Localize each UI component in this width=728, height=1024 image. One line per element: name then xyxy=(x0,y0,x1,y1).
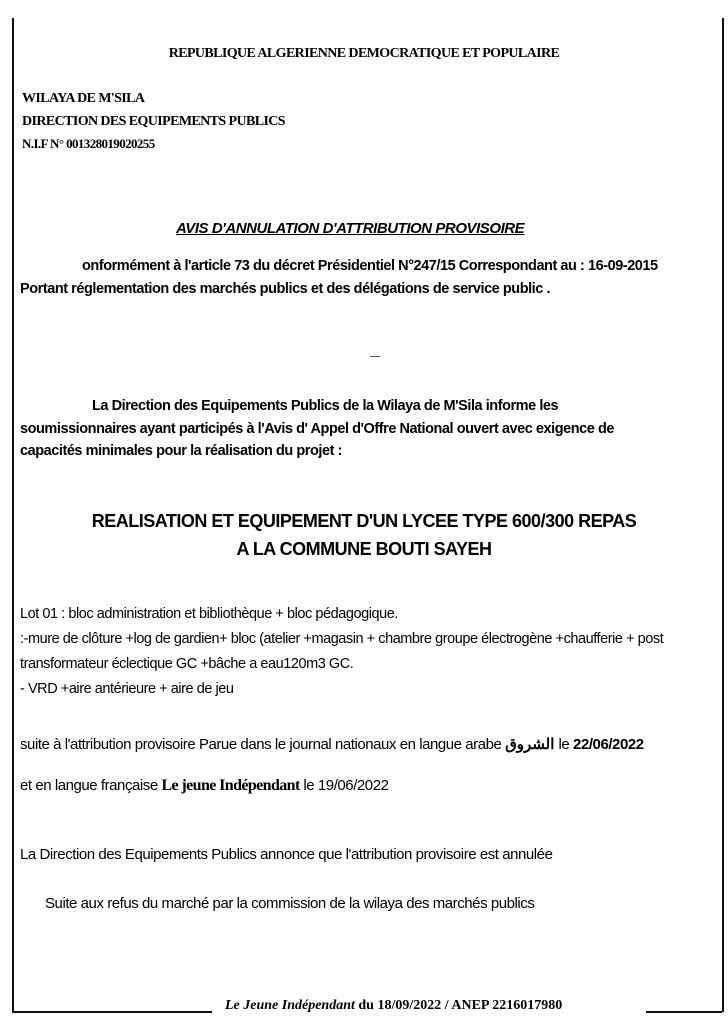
intro-line-2: soumissionnaires ayant participés à l'Avis d' Appel d'Offre National ouvert avec exigence de xyxy=(20,421,614,437)
border-bottom-left xyxy=(12,1011,212,1013)
lot-line-3: transformateur éclectique GC +bâche a eau120m3 GC. xyxy=(20,656,354,672)
separator-dash xyxy=(370,356,380,357)
intro-line-1: La Direction des Equipements Publics de la Wilaya de M'Sila informe les xyxy=(92,398,559,414)
arabic-publication-date: 22/06/2022 xyxy=(573,736,644,753)
legal-line-1: onformément à l'article 73 du décret Présidentiel N°247/15 Correspondant au : 16-09-2015 xyxy=(82,258,658,274)
legal-line-2: Portant réglementation des marchés publics et des délégations de service public . xyxy=(20,281,551,297)
intro-line-3: capacités minimales pour la réalisation du projet : xyxy=(20,443,342,459)
border-bottom-right xyxy=(646,1011,722,1013)
text: le xyxy=(554,736,574,753)
french-publication-date: le 19/06/2022 xyxy=(299,777,389,794)
arabic-newspaper-name: الشروق xyxy=(505,736,555,753)
footer-newspaper: Le Jeune Indépendant xyxy=(225,998,355,1013)
lot-line-1: Lot 01 : bloc administration et bibliothèque + bloc pédagogique. xyxy=(20,606,398,622)
footer-ref: du 18/09/2022 / ANEP 2216017980 xyxy=(354,998,563,1013)
lot-line-2: :-mure de clôture +log de gardien+ bloc (atelier +magasin + chambre groupe électrogène +chaufferie + post xyxy=(20,631,664,647)
lot-line-4: - VRD +aire antérieure + aire de jeu xyxy=(20,681,234,697)
republic-heading: REPUBLIQUE ALGERIENNE DEMOCRATIQUE ET POPULAIRE xyxy=(168,46,560,61)
text: suite à l'attribution provisoire Parue dans le journal nationaux en langue arabe xyxy=(20,736,506,753)
publication-french-line xyxy=(20,777,389,795)
project-title-2: A LA COMMUNE BOUTI SAYEH xyxy=(236,539,492,559)
direction-label: DIRECTION DES EQUIPEMENTS PUBLICS xyxy=(22,114,285,129)
french-newspaper-name: Le jeune Indépendant xyxy=(161,777,300,794)
project-title-1: REALISATION ET EQUIPEMENT D'UN LYCEE TYPE 600/300 REPAS xyxy=(91,511,637,531)
cancellation-announcement: La Direction des Equipements Publics annonce que l'attribution provisoire est annulée xyxy=(20,846,553,863)
footer-publication xyxy=(225,998,562,1014)
notice-title: AVIS D'ANNULATION D'ATTRIBUTION PROVISOIRE xyxy=(176,220,525,237)
cancellation-reason: Suite aux refus du marché par la commission de la wilaya des marchés publics xyxy=(45,895,535,912)
publication-arabic-line xyxy=(20,735,644,753)
nif-label: N.I.F N° 001328019020255 xyxy=(22,136,155,151)
wilaya-label: WILAYA DE M'SILA xyxy=(22,91,145,106)
text: et en langue française xyxy=(20,777,162,794)
